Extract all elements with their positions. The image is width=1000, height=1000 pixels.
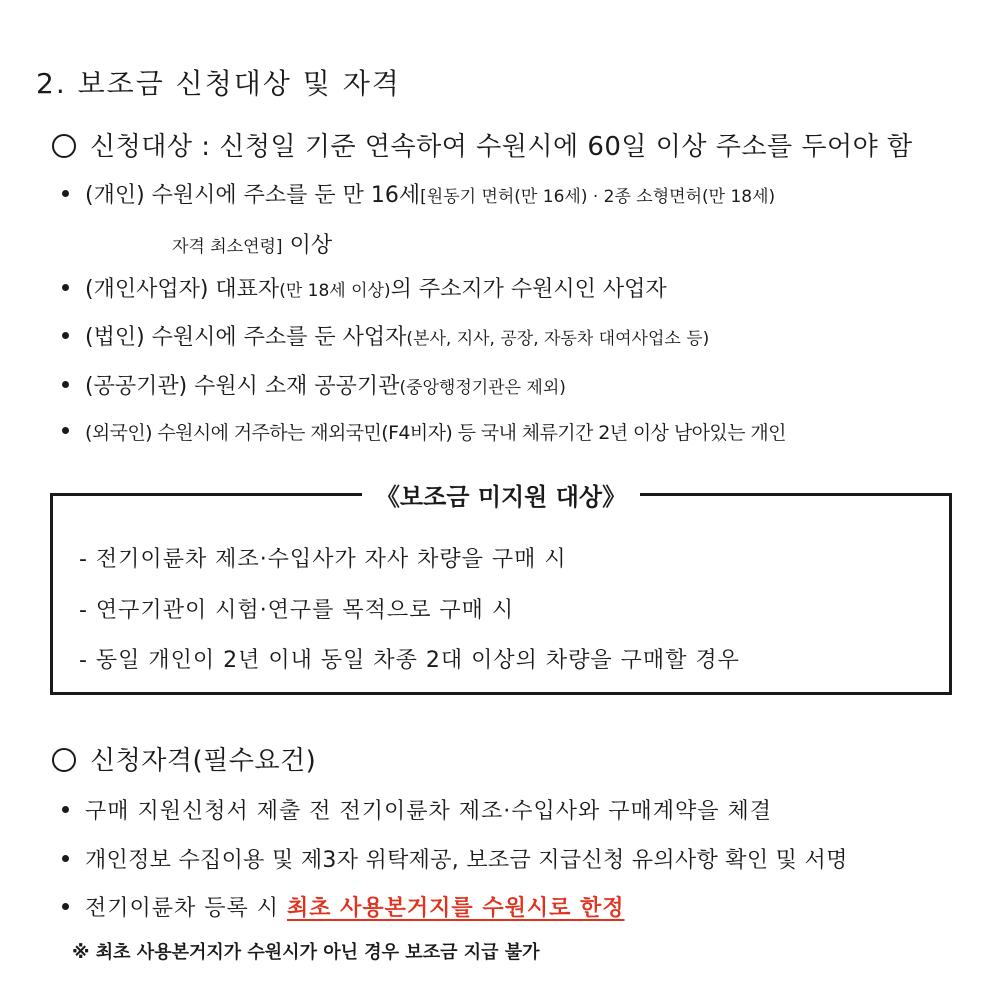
item-text: 개인정보 수집이용 및 제3자 위탁제공, 보조금 지급신청 유의사항 확인 및 서명 — [85, 848, 848, 873]
bullet-dot-icon — [62, 332, 69, 339]
bullet-dot-icon — [62, 855, 69, 862]
target-item-public-institution — [62, 369, 566, 400]
item-main-text: (공공기관) 수원시 소재 공공기관 — [85, 374, 400, 399]
item-main-text: (법인) 수원시에 주소를 둔 사업자 — [85, 325, 407, 350]
target-label: 신청대상 : 신청일 기준 연속하여 수원시에 60일 이상 주소를 두어야 함 — [90, 132, 913, 162]
exclusion-item: - 전기이륜차 제조·수입사가 자사 차량을 구매 시 — [79, 547, 567, 572]
item-main-text: (개인) 수원시에 주소를 둔 만 16세 — [85, 183, 421, 208]
item-main-text: (개인사업자) 대표자 — [85, 277, 280, 302]
target-item-foreigner — [62, 418, 786, 445]
qualification-item — [62, 891, 625, 922]
bullet-dot-icon — [62, 284, 69, 291]
item-small-text: (중앙행정기관은 제외) — [399, 378, 566, 398]
highlighted-restriction: 최초 사용본거지를 수원시로 한정 — [287, 896, 625, 921]
exclusion-box — [50, 483, 952, 695]
target-item-corporation — [62, 320, 709, 351]
footnote: ※ 최초 사용본거지가 수원시가 아닌 경우 보조금 지급 불가 — [72, 942, 540, 963]
qualification-item — [62, 794, 772, 825]
section-heading: 2. 보조금 신청대상 및 자격 — [36, 67, 401, 100]
qualification-heading — [52, 740, 316, 777]
target-item-sole-proprietor — [62, 272, 667, 303]
item-text: 전기이륜차 등록 시 — [85, 896, 287, 921]
item-main-text: 의 주소지가 수원시인 사업자 — [390, 277, 667, 302]
qualification-label: 신청자격(필수요건) — [90, 746, 317, 776]
bullet-dot-icon — [62, 190, 69, 197]
item-main-text: 이상 — [282, 233, 333, 258]
item-small-text: (만 18세 이상) — [279, 281, 391, 301]
target-item-individual-cont — [172, 228, 332, 259]
item-text: 구매 지원신청서 제출 전 전기이륜차 제조·수입사와 구매계약을 체결 — [85, 799, 773, 824]
item-small-text: 자격 최소연령] — [172, 237, 283, 257]
qualification-item — [62, 843, 848, 874]
circle-bullet-icon — [52, 134, 76, 158]
exclusion-item: - 연구기관이 시험·연구를 목적으로 구매 시 — [79, 598, 515, 623]
bullet-dot-icon — [62, 903, 69, 910]
exclusion-item: - 동일 개인이 2년 이내 동일 차종 2대 이상의 차량을 구매할 경우 — [79, 648, 740, 673]
item-main-text: (외국인) 수원시에 거주하는 재외국민(F4비자) 등 국내 체류기간 2년 이상 남아있는 개인 — [85, 422, 786, 444]
item-small-text: (본사, 지사, 공장, 자동차 대여사업소 등) — [406, 329, 710, 349]
exclusion-box-title: 《보조금 미지원 대상》 — [53, 477, 949, 512]
target-item-individual — [62, 178, 775, 209]
item-small-text: [원동기 면허(만 16세) · 2종 소형면허(만 18세) — [420, 187, 776, 207]
bullet-dot-icon — [62, 427, 69, 434]
target-heading — [52, 126, 913, 163]
bullet-dot-icon — [62, 381, 69, 388]
bullet-dot-icon — [62, 806, 69, 813]
circle-bullet-icon — [52, 748, 76, 772]
